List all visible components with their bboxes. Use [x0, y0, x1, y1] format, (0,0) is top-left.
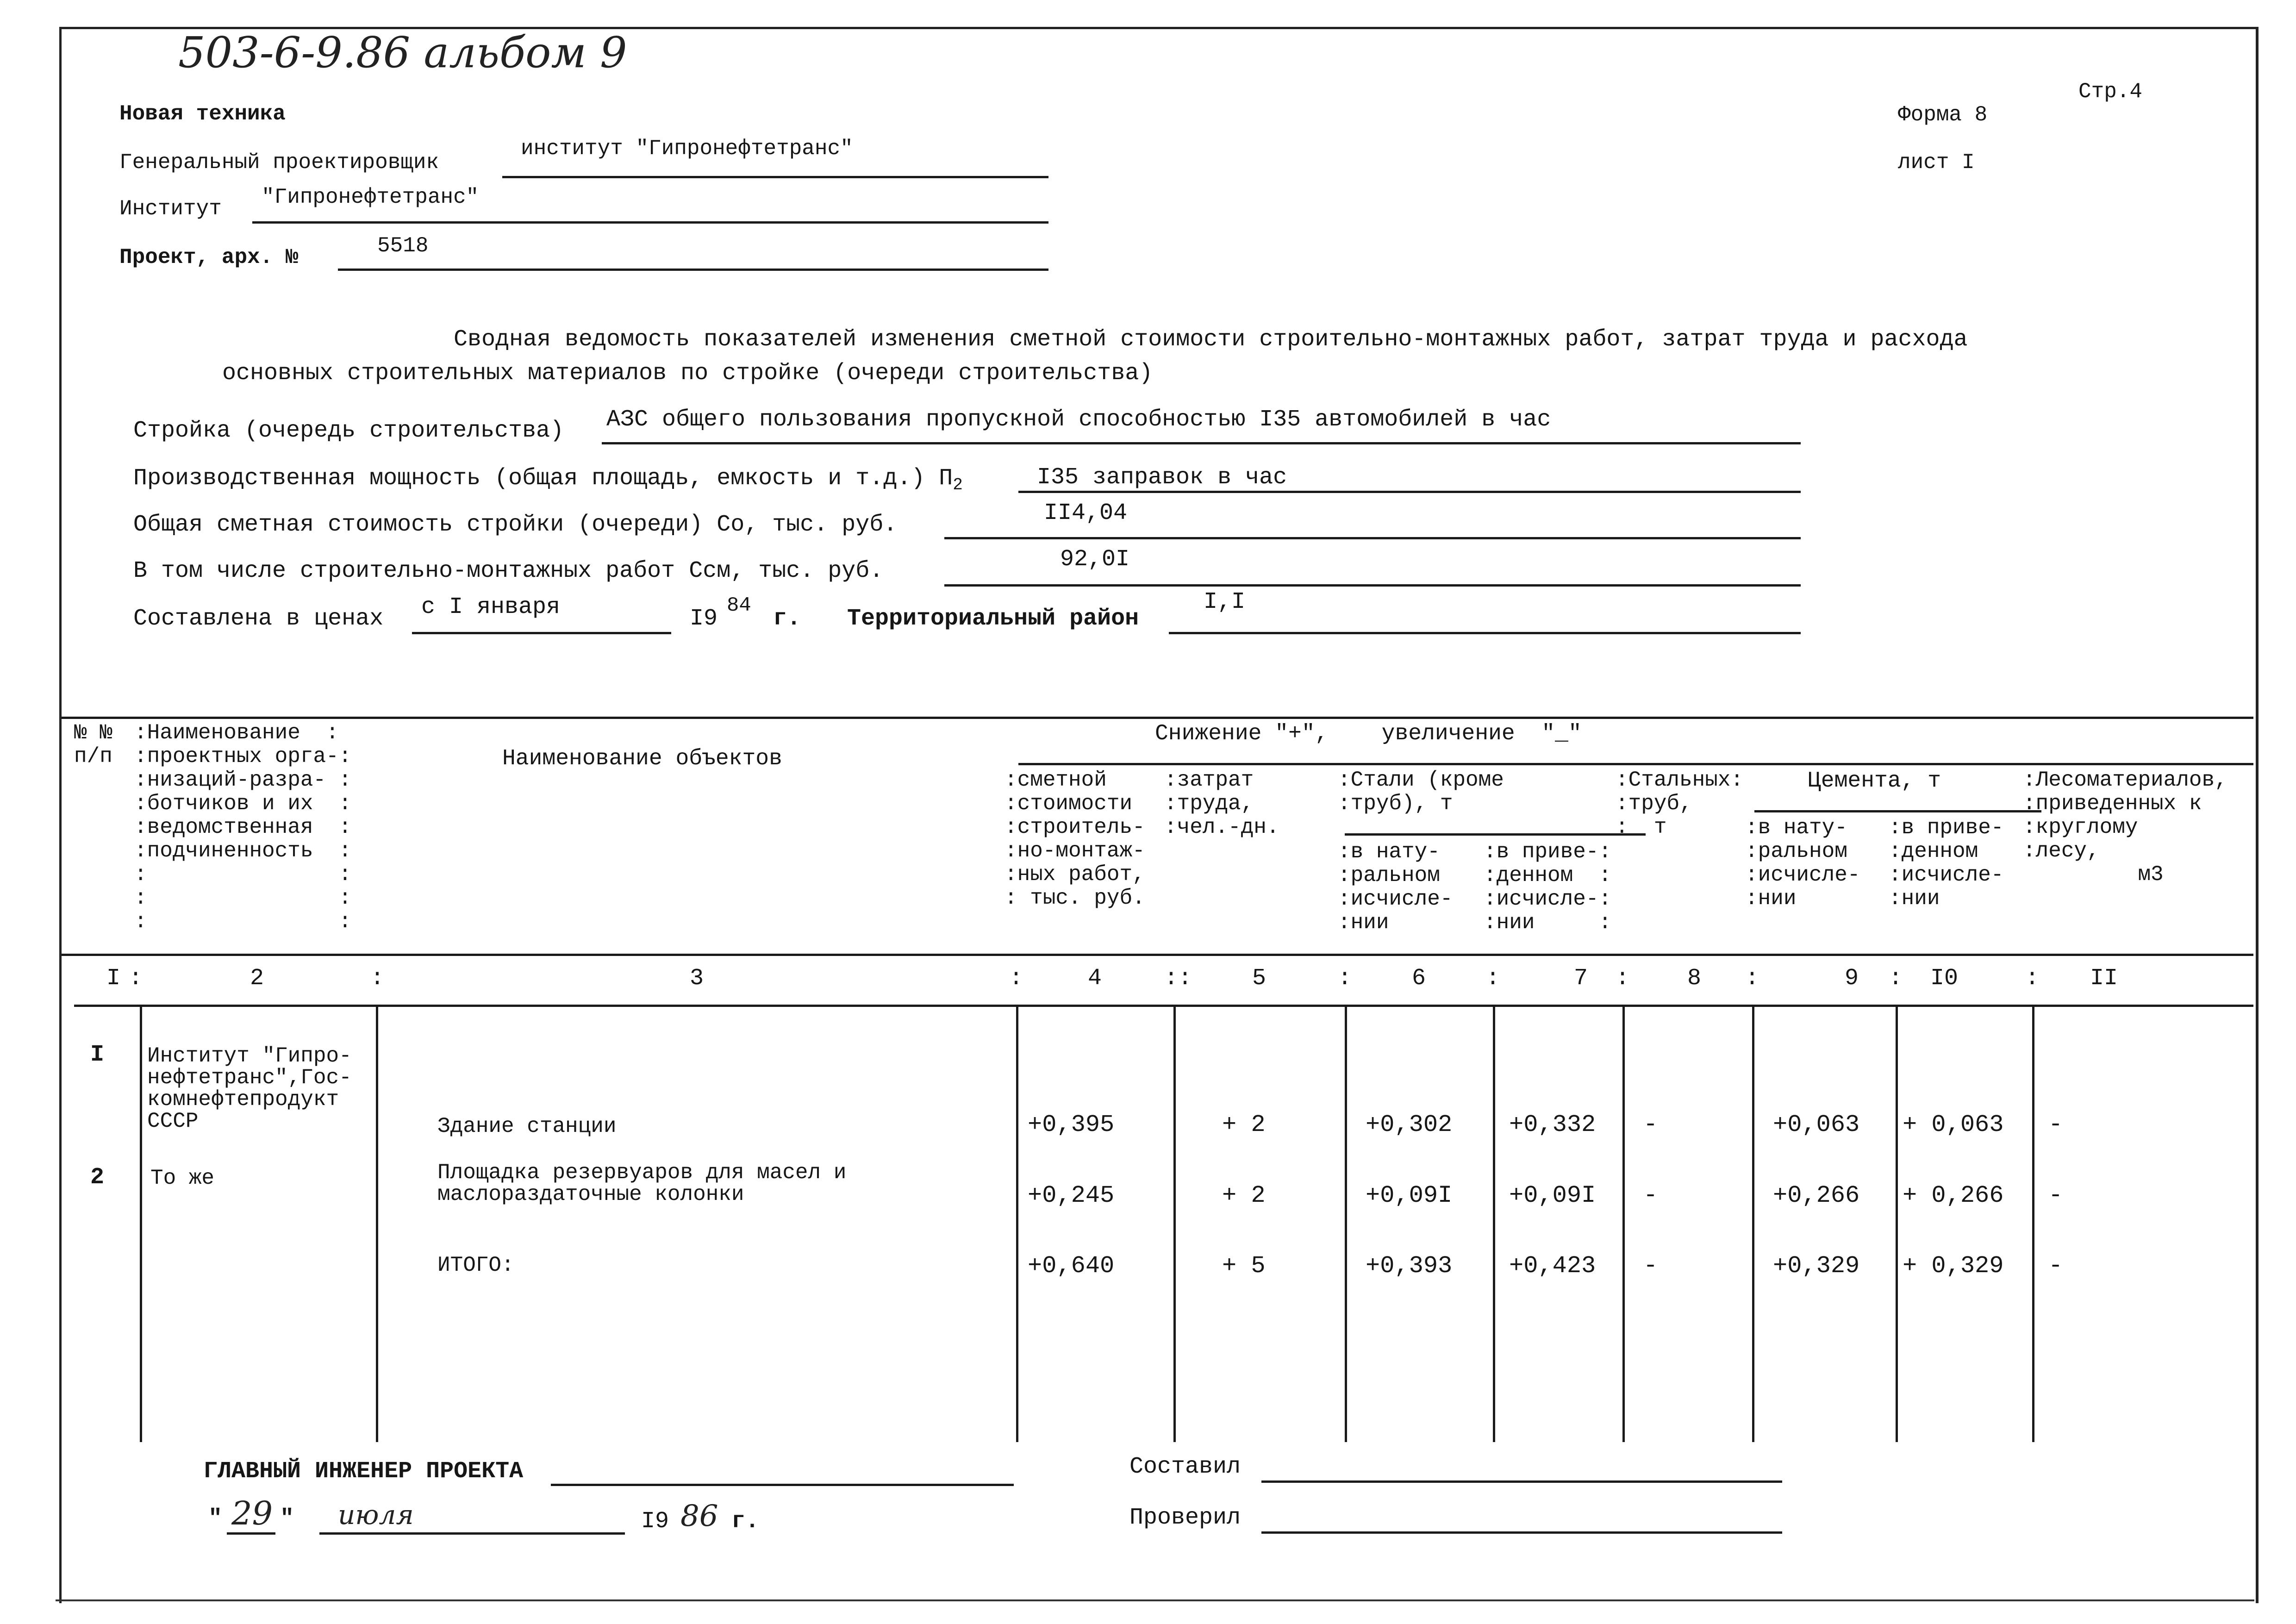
row-steel-reduced: +0,09I: [1509, 1182, 1596, 1209]
header-col-org: :Наименование : :проектных орга-: :низаций-разра- : :ботчиков и их : :ведомственная : :подчиненность : : : : : : :: [134, 721, 352, 934]
row-cement-natural: +0,266: [1773, 1182, 1860, 1209]
project-value: 5518: [377, 234, 429, 258]
date-year-suffix: 86: [680, 1499, 718, 1533]
row-timber: -: [2048, 1182, 2063, 1209]
row-pipes: -: [1643, 1111, 1658, 1138]
col-divider-9: [1896, 1005, 1898, 1442]
col-divider-2: [376, 1005, 378, 1442]
row-object: ИТОГО:: [437, 1253, 514, 1277]
row-cement-natural: +0,329: [1773, 1252, 1860, 1280]
colnum-sep: :: [370, 965, 385, 992]
compiled-label: Составил: [1129, 1454, 1241, 1480]
row-timber: -: [2048, 1252, 2063, 1280]
row-smr: +0,395: [1028, 1111, 1115, 1138]
date-month-underline: [319, 1532, 625, 1535]
smr-underline: [944, 584, 1801, 587]
colnum-sep: :: [1616, 965, 1630, 992]
row-steel-natural: +0,302: [1366, 1111, 1453, 1138]
header-col-labor: :затрат :труда, :чел.-дн.: [1164, 768, 1279, 839]
colnum-sep: :: [2025, 965, 2040, 992]
header-col-steel-reduced: :в приве-: :денном : :исчисле-: :нии :: [1484, 840, 1612, 935]
header-group-title: Снижение "+", увеличение "_": [1155, 721, 1582, 746]
column-numbers-rule: [74, 1005, 2253, 1007]
colnum-5: 5: [1252, 965, 1267, 992]
general-designer-value: институт "Гипронефтетранс": [521, 137, 853, 161]
row-cement-reduced: + 0,329: [1903, 1252, 2004, 1280]
smr-value: 92,0I: [1060, 546, 1130, 573]
group-header-rule: [1018, 763, 2253, 765]
header-col-objects: Наименование объектов: [502, 746, 782, 771]
row-labor: + 2: [1222, 1182, 1266, 1209]
row-cement-reduced: + 0,266: [1903, 1182, 2004, 1209]
header-steel-title: :Стали (кроме :труб), т: [1338, 768, 1504, 816]
colnum-4: 4: [1088, 965, 1102, 992]
region-value: I,I: [1204, 589, 1246, 615]
row-cement-natural: +0,063: [1773, 1111, 1860, 1138]
project-label: Проект, арх. №: [119, 245, 299, 269]
bottom-rule: [56, 1599, 2254, 1601]
row-pipes: -: [1643, 1252, 1658, 1280]
header-col-num: № № п/п: [74, 721, 112, 768]
institute-label: Институт: [119, 197, 222, 221]
handwritten-album-note: 503-6-9.86 альбом 9: [178, 28, 627, 77]
colnum-sep: :: [1486, 965, 1500, 992]
smr-label: В том числе строительно-монтажных работ Ссм, тыс. руб.: [133, 558, 884, 584]
institute-value: "Гипронефтетранс": [262, 185, 479, 209]
total-cost-underline: [944, 537, 1801, 539]
page-number: Стр.4: [2078, 80, 2143, 104]
title-line-2: основных строительных материалов по стройке (очереди строительства): [222, 360, 1153, 387]
colnum-9: 9: [1845, 965, 1859, 992]
row-steel-natural: +0,393: [1366, 1252, 1453, 1280]
page-frame: [59, 27, 2259, 1603]
date-year-prefix: I9: [641, 1508, 669, 1535]
row-labor: + 2: [1222, 1111, 1266, 1138]
colnum-11: II: [2090, 965, 2118, 992]
colnum-sep: ::: [1164, 965, 1192, 992]
row-object: Площадка резервуаров для масел и маслораздаточные колонки: [437, 1161, 847, 1206]
total-cost-label: Общая сметная стоимость стройки (очереди) Со, тыс. руб.: [133, 512, 898, 538]
chief-engineer-underline: [551, 1484, 1014, 1486]
year-prefix: I9: [690, 606, 718, 632]
colnum-sep: :: [1338, 965, 1352, 992]
header-col-steel-natural: :в нату- :ральном :исчисле- :нии: [1338, 840, 1453, 935]
col-divider-4: [1173, 1005, 1176, 1442]
header-col-smr: :сметной :стоимости :строитель- :но-монтаж- :ных работ, : тыс. руб.: [1004, 768, 1145, 910]
date-quote-open: ": [208, 1505, 223, 1532]
header-col-cement-reduced: :в приве- :денном :исчисле- :нии: [1889, 816, 2004, 911]
col-divider-1: [140, 1005, 142, 1442]
colnum-sep: :: [1009, 965, 1023, 992]
cement-subheader-rule: [1754, 810, 2041, 812]
row-org: То же: [150, 1166, 215, 1190]
date-day-underline: [227, 1532, 275, 1535]
checked-label: Проверил: [1129, 1505, 1241, 1531]
col-divider-5: [1345, 1005, 1347, 1442]
col-divider-3: [1016, 1005, 1018, 1442]
row-timber: -: [2048, 1111, 2063, 1138]
col-divider-7: [1622, 1005, 1625, 1442]
construction-label: Стройка (очередь строительства): [133, 418, 564, 444]
header-col-cement-natural: :в нату- :ральном :исчисле- :нии: [1745, 816, 1860, 911]
date-day: 29: [231, 1494, 273, 1532]
colnum-7: 7: [1574, 965, 1588, 992]
title-line-1: Сводная ведомость показателей изменения сметной стоимости строительно-монтажных работ, затрат труда и расхода: [454, 326, 1968, 353]
sheet-label: лист I: [1898, 150, 1975, 175]
colnum-8: 8: [1687, 965, 1702, 992]
colnum-2: 2: [250, 965, 264, 992]
general-designer-underline: [502, 176, 1048, 178]
col-divider-8: [1752, 1005, 1754, 1442]
colnum-sep: :: [1745, 965, 1759, 992]
new-tech-label: Новая техника: [119, 102, 286, 126]
construction-underline: [602, 442, 1801, 444]
header-cement-title: Цемента, т: [1808, 768, 1941, 793]
date-month: июля: [338, 1499, 414, 1530]
row-smr: +0,245: [1028, 1182, 1115, 1209]
steel-subheader-rule: [1345, 833, 1646, 836]
region-label: Территориальный район: [847, 606, 1139, 632]
region-underline: [1169, 632, 1801, 634]
header-bottom-rule: [62, 954, 2253, 956]
header-col-pipes: :Стальных: :труб, : т: [1616, 768, 1744, 839]
table-top-rule: [62, 717, 2253, 719]
chief-engineer-label: ГЛАВНЫЙ ИНЖЕНЕР ПРОЕКТА: [204, 1458, 524, 1485]
row-number: I: [90, 1042, 105, 1068]
capacity-subscript: 2: [953, 475, 963, 494]
header-col-timber: :Лесоматериалов, :приведенных к :круглому :лесу, м3: [2023, 768, 2227, 887]
col-divider-6: [1493, 1005, 1495, 1442]
row-labor: + 5: [1222, 1252, 1266, 1280]
row-steel-reduced: +0,332: [1509, 1111, 1596, 1138]
row-steel-reduced: +0,423: [1509, 1252, 1596, 1280]
row-org: Институт "Гипро- нефтетранс",Гос- комнефтепродукт СССР: [147, 1044, 352, 1133]
colnum-1: I: [106, 965, 121, 992]
row-steel-natural: +0,09I: [1366, 1182, 1453, 1209]
row-smr: +0,640: [1028, 1252, 1115, 1280]
colnum-10: I0: [1930, 965, 1959, 992]
row-number: 2: [90, 1164, 105, 1191]
year-unit: г.: [773, 606, 801, 632]
compiled-underline: [1261, 1480, 1782, 1483]
prices-label: Составлена в ценах: [133, 606, 384, 632]
construction-value: АЗС общего пользования пропускной способностью I35 автомобилей в час: [606, 406, 1551, 433]
capacity-label: Производственная мощность (общая площадь, емкость и т.д.) $П_2$: [133, 465, 963, 494]
prices-underline: [412, 632, 671, 634]
form-label: Форма 8: [1898, 103, 1988, 127]
total-cost-value: II4,04: [1044, 500, 1128, 526]
colnum-6: 6: [1412, 965, 1426, 992]
year-suffix: 84: [727, 594, 751, 617]
general-designer-label: Генеральный проектировщик: [119, 150, 439, 175]
checked-underline: [1261, 1531, 1782, 1534]
colnum-sep: :: [129, 965, 143, 992]
prices-value: с I января: [421, 594, 561, 620]
row-object: Здание станции: [437, 1114, 617, 1138]
institute-underline: [252, 221, 1048, 224]
colnum-sep: :: [1889, 965, 1903, 992]
capacity-value: I35 заправок в час: [1037, 464, 1287, 491]
row-pipes: -: [1643, 1182, 1658, 1209]
date-quote-close: ": [280, 1505, 294, 1532]
row-cement-reduced: + 0,063: [1903, 1111, 2004, 1138]
date-unit: г.: [731, 1508, 760, 1535]
colnum-3: 3: [690, 965, 704, 992]
project-underline: [338, 269, 1048, 271]
col-divider-10: [2032, 1005, 2034, 1442]
capacity-underline: [1018, 491, 1801, 493]
